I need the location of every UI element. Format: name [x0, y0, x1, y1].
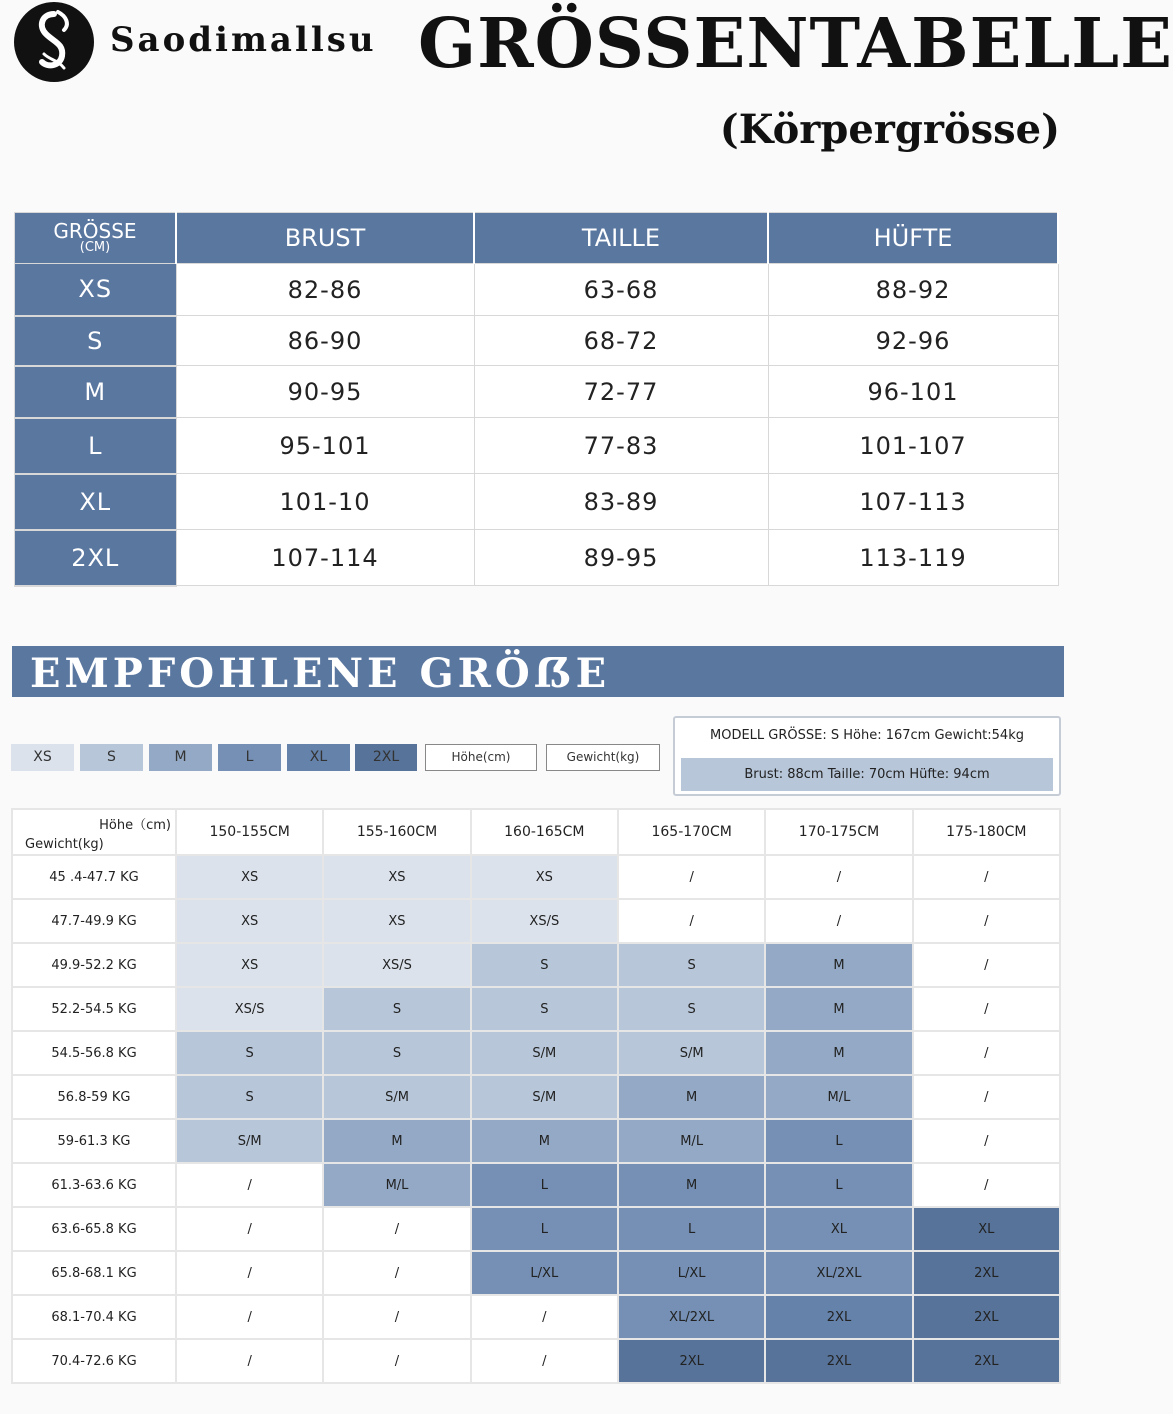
size-recommendation-cell: S/M [323, 1075, 470, 1119]
size-recommendation-cell: M [471, 1119, 618, 1163]
size-recommendation-cell: / [471, 1295, 618, 1339]
size-recommendation-cell: S [471, 943, 618, 987]
size-recommendation-cell: M [323, 1119, 470, 1163]
brust-cell: 90-95 [176, 366, 474, 418]
legend-swatch-xl: XL [287, 744, 350, 771]
huefte-cell: 107-113 [768, 474, 1058, 530]
size-recommendation-cell: XS/S [176, 987, 323, 1031]
brand-name: Saodimallsu [110, 20, 377, 60]
huefte-cell: 96-101 [768, 366, 1058, 418]
height-column-header: 170-175CM [765, 809, 912, 855]
size-cell: 2XL [15, 530, 177, 586]
weight-row [12, 943, 1060, 987]
size-recommendation-cell: / [176, 1251, 323, 1295]
taille-cell: 89-95 [474, 530, 768, 586]
size-recommendation-cell: / [176, 1339, 323, 1383]
model-measurements: Brust: 88cm Taille: 70cm Hüfte: 94cm [681, 758, 1053, 791]
taille-cell: 72-77 [474, 366, 768, 418]
weight-label: 59-61.3 KG [12, 1119, 176, 1163]
brust-cell: 95-101 [176, 418, 474, 474]
legend-swatch-2xl: 2XL [355, 744, 417, 771]
brust-cell: 82-86 [176, 264, 474, 316]
size-recommendation-cell: L [471, 1207, 618, 1251]
size-row [15, 474, 1059, 530]
size-row [15, 366, 1059, 418]
weight-label: 61.3-63.6 KG [12, 1163, 176, 1207]
size-recommendation-cell: M [618, 1075, 765, 1119]
taille-cell: 63-68 [474, 264, 768, 316]
size-recommendation-cell: / [913, 1163, 1060, 1207]
size-chart-header-row [15, 213, 1059, 264]
size-recommendation-cell: M [765, 987, 912, 1031]
brust-cell: 86-90 [176, 316, 474, 366]
size-recommendation-cell: XS/S [471, 899, 618, 943]
size-recommendation-cell: / [176, 1295, 323, 1339]
taille-cell: 77-83 [474, 418, 768, 474]
size-recommendation-cell: XL [913, 1207, 1060, 1251]
size-row [15, 264, 1059, 316]
weight-label: 52.2-54.5 KG [12, 987, 176, 1031]
size-cell: M [15, 366, 177, 418]
brust-cell: 101-10 [176, 474, 474, 530]
header-brust: BRUST [176, 213, 474, 264]
header-taille: TAILLE [474, 213, 768, 264]
size-recommendation-cell: / [323, 1207, 470, 1251]
weight-label: 68.1-70.4 KG [12, 1295, 176, 1339]
huefte-cell: 101-107 [768, 418, 1058, 474]
size-recommendation-cell: 2XL [765, 1339, 912, 1383]
model-info-box [673, 716, 1061, 796]
weight-row [12, 899, 1060, 943]
huefte-cell: 92-96 [768, 316, 1058, 366]
size-recommendation-cell: S [176, 1031, 323, 1075]
corner-gewicht-label: Gewicht(kg) [25, 837, 104, 852]
brust-cell: 107-114 [176, 530, 474, 586]
brand-logo [14, 2, 94, 82]
model-size-info: MODELL GRÖSSE: S Höhe: 167cm Gewicht:54kg [710, 728, 1024, 743]
size-recommendation-cell: L [471, 1163, 618, 1207]
weight-row [12, 855, 1060, 899]
size-recommendation-cell: XS [471, 855, 618, 899]
weight-label: 47.7-49.9 KG [12, 899, 176, 943]
weight-row [12, 1339, 1060, 1383]
weight-row [12, 1031, 1060, 1075]
size-cell: L [15, 418, 177, 474]
taille-cell: 83-89 [474, 474, 768, 530]
size-cell: S [15, 316, 177, 366]
size-recommendation-cell: / [618, 899, 765, 943]
size-recommendation-cell: S/M [176, 1119, 323, 1163]
corner-hoehe-label: Höhe（cm) [99, 818, 171, 833]
size-recommendation-cell: XL/2XL [618, 1295, 765, 1339]
size-recommendation-cell: M [618, 1163, 765, 1207]
height-column-header: 160-165CM [471, 809, 618, 855]
huefte-cell: 88-92 [768, 264, 1058, 316]
size-recommendation-cell: / [765, 855, 912, 899]
weight-row [12, 987, 1060, 1031]
legend-hoehe: Höhe(cm) [425, 744, 537, 771]
weight-row [12, 1295, 1060, 1339]
weight-label: 49.9-52.2 KG [12, 943, 176, 987]
taille-cell: 68-72 [474, 316, 768, 366]
size-chart-table [14, 212, 1059, 587]
height-column-header: 150-155CM [176, 809, 323, 855]
size-recommendation-cell: L/XL [471, 1251, 618, 1295]
size-recommendation-cell: / [323, 1339, 470, 1383]
size-recommendation-cell: XS [323, 899, 470, 943]
size-recommendation-cell: L [765, 1119, 912, 1163]
height-column-header: 165-170CM [618, 809, 765, 855]
size-recommendation-cell: / [471, 1339, 618, 1383]
height-column-header: 155-160CM [323, 809, 470, 855]
size-recommendation-cell: / [913, 1031, 1060, 1075]
size-row [15, 418, 1059, 474]
weight-label: 63.6-65.8 KG [12, 1207, 176, 1251]
legend-swatch-m: M [149, 744, 212, 771]
swan-logo-icon [14, 2, 94, 82]
weight-label: 70.4-72.6 KG [12, 1339, 176, 1383]
size-recommendation-cell: / [323, 1251, 470, 1295]
header-size-unit: (CM) [79, 240, 111, 255]
size-recommendation-cell: M/L [765, 1075, 912, 1119]
size-recommendation-cell: S [471, 987, 618, 1031]
size-recommendation-cell: S/M [471, 1031, 618, 1075]
size-recommendation-cell: XS [176, 855, 323, 899]
size-recommendation-cell: / [176, 1207, 323, 1251]
size-recommendation-cell: M/L [323, 1163, 470, 1207]
size-recommendation-cell: / [913, 987, 1060, 1031]
size-recommendation-cell: / [913, 855, 1060, 899]
size-recommendation-cell: S [176, 1075, 323, 1119]
weight-label: 56.8-59 KG [12, 1075, 176, 1119]
height-column-header: 175-180CM [913, 809, 1060, 855]
header-size [15, 213, 177, 264]
size-row [15, 316, 1059, 366]
legend-gewicht: Gewicht(kg) [546, 744, 660, 771]
legend-swatch-l: L [218, 744, 281, 771]
weight-label: 65.8-68.1 KG [12, 1251, 176, 1295]
size-recommendation-cell: / [913, 899, 1060, 943]
size-recommendation-cell: 2XL [765, 1295, 912, 1339]
size-recommendation-cell: / [913, 1075, 1060, 1119]
size-recommendation-cell: S [323, 987, 470, 1031]
size-recommendation-cell: / [618, 855, 765, 899]
size-recommendation-cell: L [618, 1207, 765, 1251]
size-recommendation-cell: M [765, 943, 912, 987]
size-recommendation-cell: XS [323, 855, 470, 899]
huefte-cell: 113-119 [768, 530, 1058, 586]
size-cell: XS [15, 264, 177, 316]
weight-row [12, 1163, 1060, 1207]
header-huefte: HÜFTE [768, 213, 1058, 264]
weight-row [12, 1119, 1060, 1163]
size-recommendation-cell: XS/S [323, 943, 470, 987]
corner-cell [12, 809, 176, 855]
size-recommendation-cell: 2XL [913, 1339, 1060, 1383]
size-recommendation-cell: 2XL [913, 1295, 1060, 1339]
size-cell: XL [15, 474, 177, 530]
legend-swatch-xs: XS [11, 744, 74, 771]
size-recommendation-cell: / [913, 943, 1060, 987]
size-recommendation-cell: XL/2XL [765, 1251, 912, 1295]
section-title: EMPFOHLENE GRÖẞE [30, 650, 611, 697]
size-recommendation-cell: XL [765, 1207, 912, 1251]
size-recommendation-cell: M/L [618, 1119, 765, 1163]
size-recommendation-cell: 2XL [618, 1339, 765, 1383]
size-recommendation-cell: / [765, 899, 912, 943]
size-recommendation-cell: S [618, 987, 765, 1031]
weight-row [12, 1207, 1060, 1251]
size-recommendation-cell: 2XL [913, 1251, 1060, 1295]
size-recommendation-cell: S/M [471, 1075, 618, 1119]
weight-label: 45 .4-47.7 KG [12, 855, 176, 899]
size-recommendation-cell: XS [176, 899, 323, 943]
size-recommendation-cell: S [618, 943, 765, 987]
size-recommendation-cell: / [176, 1163, 323, 1207]
page-title: GRÖSSENTABELLE [418, 4, 1173, 84]
page-subtitle: (Körpergrösse) [719, 106, 1060, 153]
weight-row [12, 1075, 1060, 1119]
size-recommendation-cell: S [323, 1031, 470, 1075]
size-recommendation-cell: L [765, 1163, 912, 1207]
size-recommendation-cell: S/M [618, 1031, 765, 1075]
size-recommendation-cell: L/XL [618, 1251, 765, 1295]
size-recommendation-cell: / [913, 1119, 1060, 1163]
weight-label: 54.5-56.8 KG [12, 1031, 176, 1075]
header-size-label: GRÖSSE [53, 219, 137, 243]
weight-row [12, 1251, 1060, 1295]
recommend-table [11, 808, 1061, 1384]
size-recommendation-cell: / [323, 1295, 470, 1339]
size-row [15, 530, 1059, 586]
size-recommendation-cell: XS [176, 943, 323, 987]
size-recommendation-cell: M [765, 1031, 912, 1075]
recommend-header-row [12, 809, 1060, 855]
legend-swatch-s: S [80, 744, 143, 771]
